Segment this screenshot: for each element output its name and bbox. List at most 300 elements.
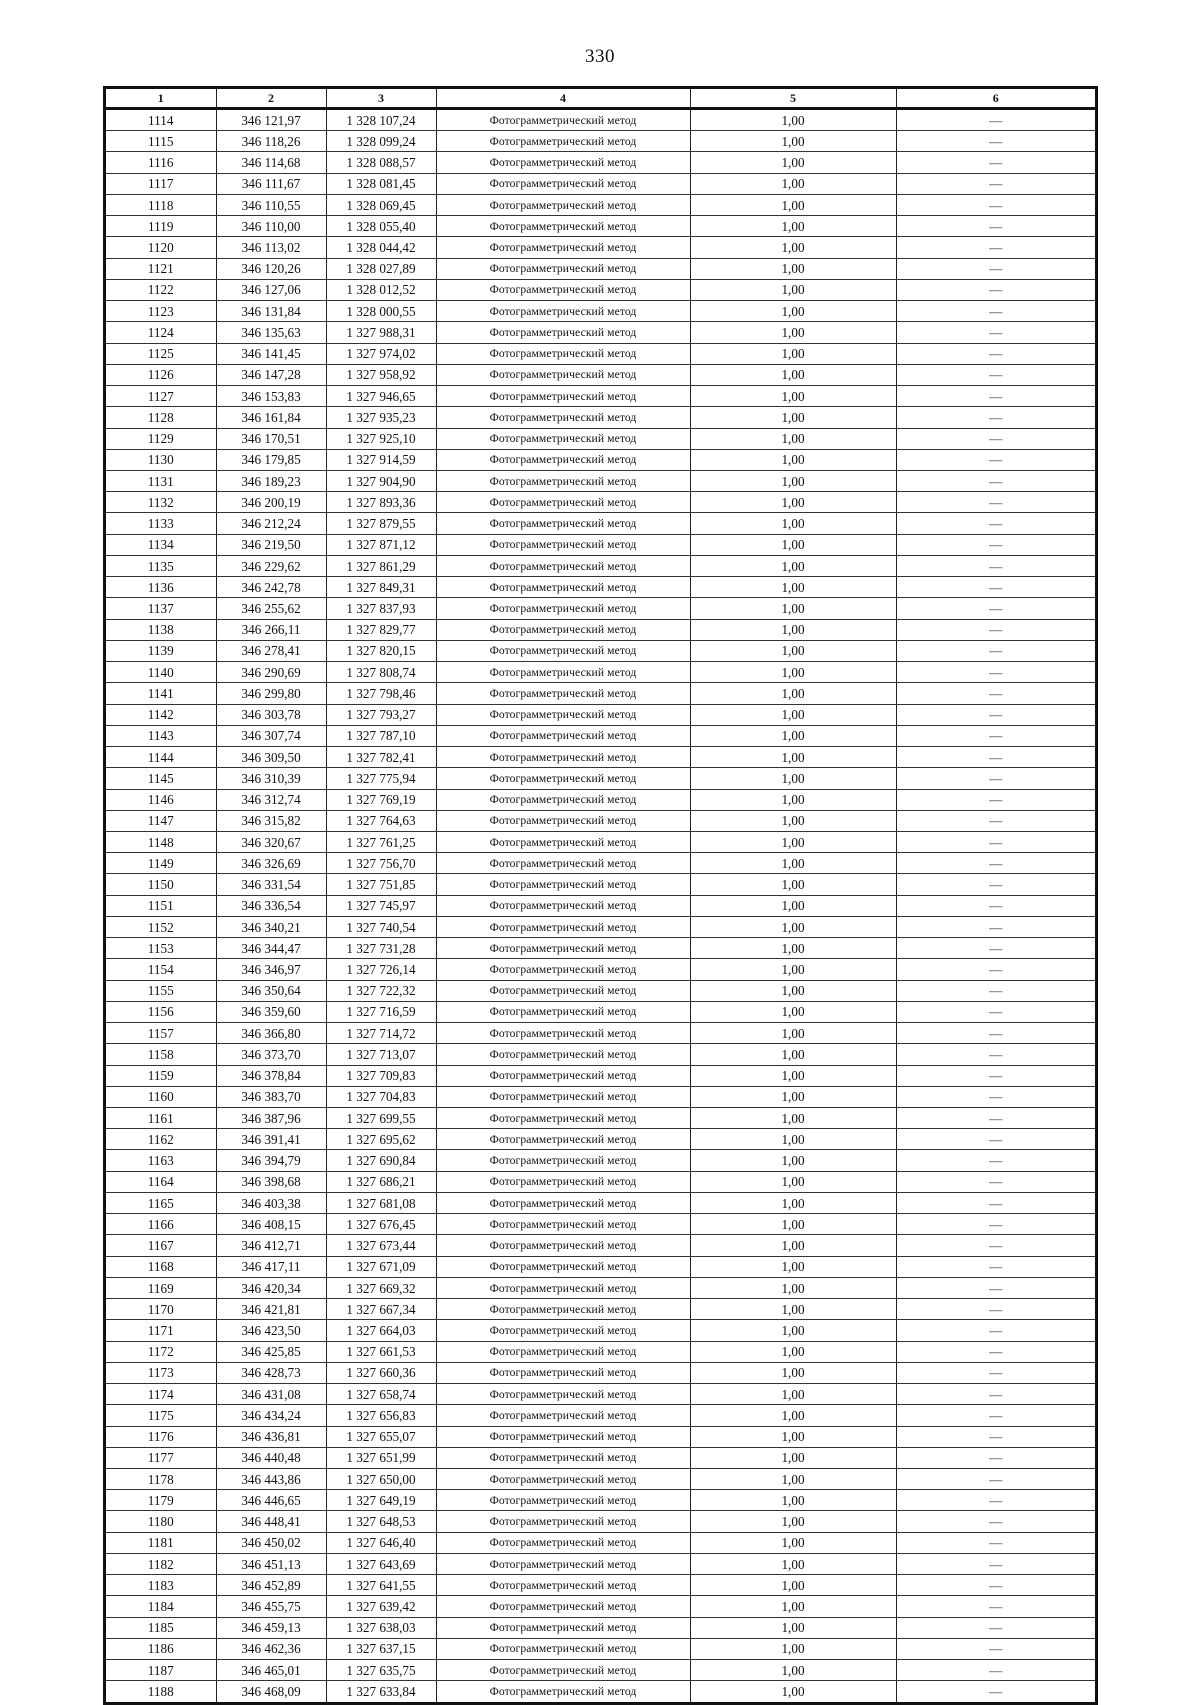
- accuracy-cell: 1,00: [690, 470, 896, 491]
- accuracy-cell: 1,00: [690, 1469, 896, 1490]
- accuracy-cell: 1,00: [690, 980, 896, 1001]
- x-coordinate-cell: 346 436,81: [216, 1426, 326, 1447]
- table-row: [106, 619, 1095, 640]
- y-coordinate-cell: 1 327 745,97: [326, 895, 436, 916]
- table-row: [106, 1447, 1095, 1468]
- method-cell: Фотограмметрический метод: [436, 1405, 690, 1426]
- y-coordinate-cell: 1 327 690,84: [326, 1150, 436, 1171]
- method-cell: Фотограмметрический метод: [436, 386, 690, 407]
- y-coordinate-cell: 1 328 000,55: [326, 301, 436, 322]
- accuracy-cell: 1,00: [690, 109, 896, 131]
- point-number-cell: 1185: [106, 1617, 216, 1638]
- method-cell: Фотограмметрический метод: [436, 1108, 690, 1129]
- x-coordinate-cell: 346 387,96: [216, 1108, 326, 1129]
- table-row: [106, 386, 1095, 407]
- method-cell: Фотограмметрический метод: [436, 831, 690, 852]
- accuracy-cell: 1,00: [690, 598, 896, 619]
- y-coordinate-cell: 1 327 704,83: [326, 1086, 436, 1107]
- x-coordinate-cell: 346 450,02: [216, 1532, 326, 1553]
- coordinates-table: [106, 89, 1095, 1702]
- y-coordinate-cell: 1 327 686,21: [326, 1171, 436, 1192]
- y-coordinate-cell: 1 327 820,15: [326, 640, 436, 661]
- accuracy-cell: 1,00: [690, 322, 896, 343]
- note-cell: —: [896, 959, 1095, 980]
- point-number-cell: 1129: [106, 428, 216, 449]
- method-cell: Фотограмметрический метод: [436, 109, 690, 131]
- accuracy-cell: 1,00: [690, 386, 896, 407]
- accuracy-cell: 1,00: [690, 1171, 896, 1192]
- x-coordinate-cell: 346 421,81: [216, 1299, 326, 1320]
- accuracy-cell: 1,00: [690, 1086, 896, 1107]
- point-number-cell: 1161: [106, 1108, 216, 1129]
- note-cell: —: [896, 492, 1095, 513]
- point-number-cell: 1152: [106, 916, 216, 937]
- accuracy-cell: 1,00: [690, 747, 896, 768]
- table-row: [106, 853, 1095, 874]
- x-coordinate-cell: 346 412,71: [216, 1235, 326, 1256]
- x-coordinate-cell: 346 303,78: [216, 704, 326, 725]
- table-body: [106, 109, 1095, 1702]
- table-row: [106, 1171, 1095, 1192]
- point-number-cell: 1173: [106, 1362, 216, 1383]
- y-coordinate-cell: 1 327 793,27: [326, 704, 436, 725]
- accuracy-cell: 1,00: [690, 831, 896, 852]
- point-number-cell: 1153: [106, 938, 216, 959]
- y-coordinate-cell: 1 327 650,00: [326, 1469, 436, 1490]
- y-coordinate-cell: 1 327 676,45: [326, 1214, 436, 1235]
- point-number-cell: 1116: [106, 152, 216, 173]
- x-coordinate-cell: 346 255,62: [216, 598, 326, 619]
- accuracy-cell: 1,00: [690, 725, 896, 746]
- point-number-cell: 1128: [106, 407, 216, 428]
- table-row: [106, 1023, 1095, 1044]
- note-cell: —: [896, 831, 1095, 852]
- table-row: [106, 662, 1095, 683]
- x-coordinate-cell: 346 431,08: [216, 1384, 326, 1405]
- table-row: [106, 1256, 1095, 1277]
- note-cell: —: [896, 428, 1095, 449]
- accuracy-cell: 1,00: [690, 619, 896, 640]
- table-row: [106, 640, 1095, 661]
- note-cell: —: [896, 895, 1095, 916]
- point-number-cell: 1114: [106, 109, 216, 131]
- point-number-cell: 1136: [106, 577, 216, 598]
- method-cell: Фотограмметрический метод: [436, 301, 690, 322]
- table-row: [106, 725, 1095, 746]
- point-number-cell: 1178: [106, 1469, 216, 1490]
- accuracy-cell: 1,00: [690, 577, 896, 598]
- point-number-cell: 1166: [106, 1214, 216, 1235]
- y-coordinate-cell: 1 327 829,77: [326, 619, 436, 640]
- method-cell: Фотограмметрический метод: [436, 237, 690, 258]
- method-cell: Фотограмметрический метод: [436, 747, 690, 768]
- x-coordinate-cell: 346 266,11: [216, 619, 326, 640]
- table-row: [106, 1384, 1095, 1405]
- accuracy-cell: 1,00: [690, 683, 896, 704]
- method-cell: Фотограмметрический метод: [436, 853, 690, 874]
- accuracy-cell: 1,00: [690, 640, 896, 661]
- x-coordinate-cell: 346 448,41: [216, 1511, 326, 1532]
- header-col-1: 1: [106, 89, 216, 109]
- table-row: [106, 1001, 1095, 1022]
- note-cell: —: [896, 874, 1095, 895]
- x-coordinate-cell: 346 299,80: [216, 683, 326, 704]
- point-number-cell: 1171: [106, 1320, 216, 1341]
- table-row: [106, 109, 1095, 131]
- point-number-cell: 1125: [106, 343, 216, 364]
- x-coordinate-cell: 346 394,79: [216, 1150, 326, 1171]
- method-cell: Фотограмметрический метод: [436, 322, 690, 343]
- point-number-cell: 1119: [106, 216, 216, 237]
- table-row: [106, 683, 1095, 704]
- point-number-cell: 1120: [106, 237, 216, 258]
- table-row: [106, 959, 1095, 980]
- note-cell: —: [896, 1617, 1095, 1638]
- note-cell: —: [896, 598, 1095, 619]
- y-coordinate-cell: 1 328 107,24: [326, 109, 436, 131]
- method-cell: Фотограмметрический метод: [436, 534, 690, 555]
- y-coordinate-cell: 1 327 639,42: [326, 1596, 436, 1617]
- note-cell: —: [896, 704, 1095, 725]
- x-coordinate-cell: 346 378,84: [216, 1065, 326, 1086]
- accuracy-cell: 1,00: [690, 853, 896, 874]
- note-cell: —: [896, 534, 1095, 555]
- table-row: [106, 1129, 1095, 1150]
- table-row: [106, 492, 1095, 513]
- y-coordinate-cell: 1 327 635,75: [326, 1660, 436, 1681]
- point-number-cell: 1140: [106, 662, 216, 683]
- accuracy-cell: 1,00: [690, 1596, 896, 1617]
- y-coordinate-cell: 1 327 751,85: [326, 874, 436, 895]
- x-coordinate-cell: 346 113,02: [216, 237, 326, 258]
- x-coordinate-cell: 346 200,19: [216, 492, 326, 513]
- x-coordinate-cell: 346 455,75: [216, 1596, 326, 1617]
- x-coordinate-cell: 346 141,45: [216, 343, 326, 364]
- note-cell: —: [896, 1553, 1095, 1574]
- method-cell: Фотограмметрический метод: [436, 768, 690, 789]
- x-coordinate-cell: 346 423,50: [216, 1320, 326, 1341]
- method-cell: Фотограмметрический метод: [436, 640, 690, 661]
- note-cell: —: [896, 513, 1095, 534]
- table-row: [106, 343, 1095, 364]
- accuracy-cell: 1,00: [690, 343, 896, 364]
- accuracy-cell: 1,00: [690, 1447, 896, 1468]
- x-coordinate-cell: 346 120,26: [216, 258, 326, 279]
- note-cell: —: [896, 1341, 1095, 1362]
- method-cell: Фотограмметрический метод: [436, 152, 690, 173]
- accuracy-cell: 1,00: [690, 1044, 896, 1065]
- point-number-cell: 1130: [106, 449, 216, 470]
- method-cell: Фотограмметрический метод: [436, 470, 690, 491]
- table-row: [106, 407, 1095, 428]
- table-row: [106, 470, 1095, 491]
- table-row: [106, 1150, 1095, 1171]
- table-row: [106, 258, 1095, 279]
- accuracy-cell: 1,00: [690, 768, 896, 789]
- accuracy-cell: 1,00: [690, 1490, 896, 1511]
- method-cell: Фотограмметрический метод: [436, 1617, 690, 1638]
- table-row: [106, 449, 1095, 470]
- y-coordinate-cell: 1 327 893,36: [326, 492, 436, 513]
- point-number-cell: 1182: [106, 1553, 216, 1574]
- note-cell: —: [896, 1405, 1095, 1426]
- y-coordinate-cell: 1 327 914,59: [326, 449, 436, 470]
- note-cell: —: [896, 1108, 1095, 1129]
- point-number-cell: 1165: [106, 1192, 216, 1213]
- y-coordinate-cell: 1 327 764,63: [326, 810, 436, 831]
- x-coordinate-cell: 346 118,26: [216, 131, 326, 152]
- accuracy-cell: 1,00: [690, 1681, 896, 1702]
- method-cell: Фотограмметрический метод: [436, 1150, 690, 1171]
- point-number-cell: 1122: [106, 279, 216, 300]
- point-number-cell: 1172: [106, 1341, 216, 1362]
- method-cell: Фотограмметрический метод: [436, 131, 690, 152]
- point-number-cell: 1131: [106, 470, 216, 491]
- method-cell: Фотограмметрический метод: [436, 1086, 690, 1107]
- method-cell: Фотограмметрический метод: [436, 1235, 690, 1256]
- point-number-cell: 1145: [106, 768, 216, 789]
- method-cell: Фотограмметрический метод: [436, 1277, 690, 1298]
- point-number-cell: 1142: [106, 704, 216, 725]
- method-cell: Фотограмметрический метод: [436, 1384, 690, 1405]
- note-cell: —: [896, 1447, 1095, 1468]
- x-coordinate-cell: 346 440,48: [216, 1447, 326, 1468]
- point-number-cell: 1168: [106, 1256, 216, 1277]
- method-cell: Фотограмметрический метод: [436, 449, 690, 470]
- method-cell: Фотограмметрический метод: [436, 364, 690, 385]
- accuracy-cell: 1,00: [690, 216, 896, 237]
- x-coordinate-cell: 346 278,41: [216, 640, 326, 661]
- table-row: [106, 1108, 1095, 1129]
- method-cell: Фотограмметрический метод: [436, 619, 690, 640]
- x-coordinate-cell: 346 336,54: [216, 895, 326, 916]
- x-coordinate-cell: 346 179,85: [216, 449, 326, 470]
- x-coordinate-cell: 346 153,83: [216, 386, 326, 407]
- method-cell: Фотограмметрический метод: [436, 916, 690, 937]
- note-cell: —: [896, 768, 1095, 789]
- accuracy-cell: 1,00: [690, 1405, 896, 1426]
- accuracy-cell: 1,00: [690, 1129, 896, 1150]
- method-cell: Фотограмметрический метод: [436, 343, 690, 364]
- note-cell: —: [896, 725, 1095, 746]
- y-coordinate-cell: 1 327 849,31: [326, 577, 436, 598]
- x-coordinate-cell: 346 309,50: [216, 747, 326, 768]
- note-cell: —: [896, 1575, 1095, 1596]
- y-coordinate-cell: 1 327 787,10: [326, 725, 436, 746]
- note-cell: —: [896, 1426, 1095, 1447]
- x-coordinate-cell: 346 111,67: [216, 173, 326, 194]
- note-cell: —: [896, 747, 1095, 768]
- y-coordinate-cell: 1 327 673,44: [326, 1235, 436, 1256]
- note-cell: —: [896, 1681, 1095, 1702]
- y-coordinate-cell: 1 328 081,45: [326, 173, 436, 194]
- x-coordinate-cell: 346 383,70: [216, 1086, 326, 1107]
- point-number-cell: 1144: [106, 747, 216, 768]
- point-number-cell: 1117: [106, 173, 216, 194]
- y-coordinate-cell: 1 327 671,09: [326, 1256, 436, 1277]
- x-coordinate-cell: 346 290,69: [216, 662, 326, 683]
- table-row: [106, 173, 1095, 194]
- accuracy-cell: 1,00: [690, 704, 896, 725]
- accuracy-cell: 1,00: [690, 1341, 896, 1362]
- table-row: [106, 1405, 1095, 1426]
- method-cell: Фотограмметрический метод: [436, 810, 690, 831]
- point-number-cell: 1183: [106, 1575, 216, 1596]
- note-cell: —: [896, 1256, 1095, 1277]
- method-cell: Фотограмметрический метод: [436, 194, 690, 215]
- x-coordinate-cell: 346 315,82: [216, 810, 326, 831]
- x-coordinate-cell: 346 212,24: [216, 513, 326, 534]
- point-number-cell: 1118: [106, 194, 216, 215]
- x-coordinate-cell: 346 127,06: [216, 279, 326, 300]
- point-number-cell: 1177: [106, 1447, 216, 1468]
- table-row: [106, 1362, 1095, 1383]
- table-row: [106, 747, 1095, 768]
- x-coordinate-cell: 346 307,74: [216, 725, 326, 746]
- note-cell: —: [896, 1596, 1095, 1617]
- table-header-row: [106, 89, 1095, 109]
- x-coordinate-cell: 346 465,01: [216, 1660, 326, 1681]
- note-cell: —: [896, 237, 1095, 258]
- x-coordinate-cell: 346 350,64: [216, 980, 326, 1001]
- note-cell: —: [896, 1660, 1095, 1681]
- note-cell: —: [896, 1129, 1095, 1150]
- note-cell: —: [896, 322, 1095, 343]
- method-cell: Фотограмметрический метод: [436, 704, 690, 725]
- table-row: [106, 534, 1095, 555]
- method-cell: Фотограмметрический метод: [436, 1660, 690, 1681]
- table-row: [106, 1235, 1095, 1256]
- accuracy-cell: 1,00: [690, 152, 896, 173]
- accuracy-cell: 1,00: [690, 237, 896, 258]
- x-coordinate-cell: 346 366,80: [216, 1023, 326, 1044]
- table-row: [106, 1086, 1095, 1107]
- y-coordinate-cell: 1 327 861,29: [326, 555, 436, 576]
- point-number-cell: 1126: [106, 364, 216, 385]
- accuracy-cell: 1,00: [690, 1150, 896, 1171]
- y-coordinate-cell: 1 327 974,02: [326, 343, 436, 364]
- method-cell: Фотограмметрический метод: [436, 1341, 690, 1362]
- x-coordinate-cell: 346 312,74: [216, 789, 326, 810]
- point-number-cell: 1164: [106, 1171, 216, 1192]
- table-row: [106, 1214, 1095, 1235]
- y-coordinate-cell: 1 327 761,25: [326, 831, 436, 852]
- note-cell: —: [896, 1171, 1095, 1192]
- method-cell: Фотограмметрический метод: [436, 216, 690, 237]
- method-cell: Фотограмметрический метод: [436, 1001, 690, 1022]
- point-number-cell: 1147: [106, 810, 216, 831]
- y-coordinate-cell: 1 327 756,70: [326, 853, 436, 874]
- y-coordinate-cell: 1 327 958,92: [326, 364, 436, 385]
- method-cell: Фотограмметрический метод: [436, 1490, 690, 1511]
- y-coordinate-cell: 1 327 667,34: [326, 1299, 436, 1320]
- method-cell: Фотограмметрический метод: [436, 173, 690, 194]
- y-coordinate-cell: 1 327 661,53: [326, 1341, 436, 1362]
- y-coordinate-cell: 1 327 714,72: [326, 1023, 436, 1044]
- point-number-cell: 1184: [106, 1596, 216, 1617]
- point-number-cell: 1146: [106, 789, 216, 810]
- y-coordinate-cell: 1 327 646,40: [326, 1532, 436, 1553]
- y-coordinate-cell: 1 327 713,07: [326, 1044, 436, 1065]
- x-coordinate-cell: 346 417,11: [216, 1256, 326, 1277]
- accuracy-cell: 1,00: [690, 1192, 896, 1213]
- x-coordinate-cell: 346 468,09: [216, 1681, 326, 1702]
- method-cell: Фотограмметрический метод: [436, 1171, 690, 1192]
- point-number-cell: 1167: [106, 1235, 216, 1256]
- x-coordinate-cell: 346 121,97: [216, 109, 326, 131]
- point-number-cell: 1149: [106, 853, 216, 874]
- point-number-cell: 1127: [106, 386, 216, 407]
- method-cell: Фотограмметрический метод: [436, 1023, 690, 1044]
- table-row: [106, 301, 1095, 322]
- accuracy-cell: 1,00: [690, 1256, 896, 1277]
- point-number-cell: 1121: [106, 258, 216, 279]
- method-cell: Фотограмметрический метод: [436, 1065, 690, 1086]
- method-cell: Фотограмметрический метод: [436, 513, 690, 534]
- point-number-cell: 1141: [106, 683, 216, 704]
- note-cell: —: [896, 1384, 1095, 1405]
- table-row: [106, 704, 1095, 725]
- y-coordinate-cell: 1 327 722,32: [326, 980, 436, 1001]
- accuracy-cell: 1,00: [690, 1553, 896, 1574]
- note-cell: —: [896, 938, 1095, 959]
- accuracy-cell: 1,00: [690, 1235, 896, 1256]
- note-cell: —: [896, 386, 1095, 407]
- note-cell: —: [896, 980, 1095, 1001]
- x-coordinate-cell: 346 110,55: [216, 194, 326, 215]
- point-number-cell: 1176: [106, 1426, 216, 1447]
- method-cell: Фотограмметрический метод: [436, 577, 690, 598]
- table-row: [106, 1575, 1095, 1596]
- table-row: [106, 598, 1095, 619]
- table-row: [106, 555, 1095, 576]
- y-coordinate-cell: 1 327 633,84: [326, 1681, 436, 1702]
- y-coordinate-cell: 1 327 808,74: [326, 662, 436, 683]
- point-number-cell: 1124: [106, 322, 216, 343]
- table-row: [106, 980, 1095, 1001]
- accuracy-cell: 1,00: [690, 301, 896, 322]
- note-cell: —: [896, 152, 1095, 173]
- note-cell: —: [896, 577, 1095, 598]
- table-row: [106, 1681, 1095, 1702]
- note-cell: —: [896, 1362, 1095, 1383]
- method-cell: Фотограмметрический метод: [436, 1299, 690, 1320]
- table-row: [106, 1469, 1095, 1490]
- x-coordinate-cell: 346 398,68: [216, 1171, 326, 1192]
- x-coordinate-cell: 346 373,70: [216, 1044, 326, 1065]
- note-cell: —: [896, 619, 1095, 640]
- note-cell: —: [896, 173, 1095, 194]
- note-cell: —: [896, 1214, 1095, 1235]
- point-number-cell: 1156: [106, 1001, 216, 1022]
- y-coordinate-cell: 1 327 695,62: [326, 1129, 436, 1150]
- method-cell: Фотограмметрический метод: [436, 959, 690, 980]
- table-row: [106, 279, 1095, 300]
- accuracy-cell: 1,00: [690, 938, 896, 959]
- accuracy-cell: 1,00: [690, 662, 896, 683]
- y-coordinate-cell: 1 327 716,59: [326, 1001, 436, 1022]
- point-number-cell: 1187: [106, 1660, 216, 1681]
- method-cell: Фотограмметрический метод: [436, 1256, 690, 1277]
- point-number-cell: 1159: [106, 1065, 216, 1086]
- method-cell: Фотограмметрический метод: [436, 1447, 690, 1468]
- y-coordinate-cell: 1 327 726,14: [326, 959, 436, 980]
- header-col-3: 3: [326, 89, 436, 109]
- point-number-cell: 1160: [106, 1086, 216, 1107]
- y-coordinate-cell: 1 328 099,24: [326, 131, 436, 152]
- point-number-cell: 1138: [106, 619, 216, 640]
- table-row: [106, 938, 1095, 959]
